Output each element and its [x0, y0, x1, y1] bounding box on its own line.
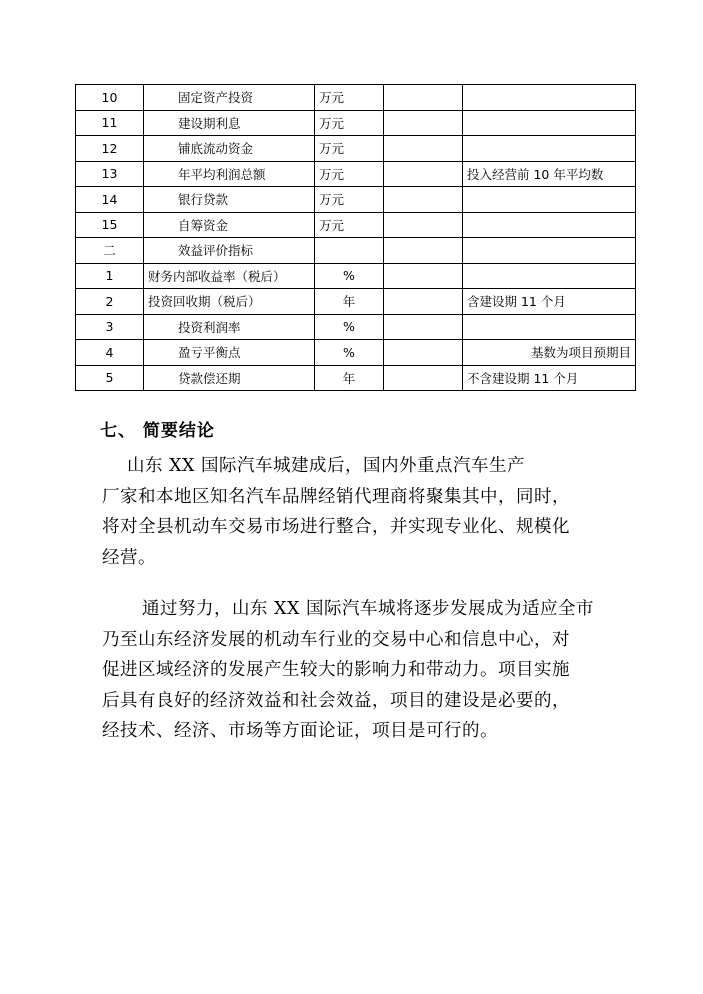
table-row — [76, 212, 636, 238]
row-number: 1 — [76, 263, 144, 289]
row-note — [463, 110, 636, 136]
row-unit: % — [315, 314, 384, 340]
paragraph-line: 经技术、经济、市场等方面论证，项目是可行的。 — [102, 721, 498, 741]
row-value — [384, 263, 463, 289]
row-note: 含建设期 11 个月 — [463, 289, 636, 315]
row-note: 不含建设期 11 个月 — [463, 365, 636, 391]
row-item-name: 年平均利润总额 — [144, 161, 315, 187]
row-item-name: 自筹资金 — [144, 212, 315, 238]
table-row — [76, 85, 636, 111]
row-unit: 年 — [315, 289, 384, 315]
paragraph-line: 厂家和本地区知名汽车品牌经销代理商将聚集其中，同时， — [102, 486, 570, 507]
row-item-name: 投资回收期（税后） — [144, 289, 315, 315]
row-item-name: 铺底流动资金 — [144, 136, 315, 162]
row-value — [384, 365, 463, 391]
table-row — [76, 187, 636, 213]
indicator-table — [75, 84, 636, 391]
row-unit: 万元 — [315, 110, 384, 136]
conclusion-paragraph-1 — [102, 451, 622, 573]
table-row — [76, 340, 636, 366]
row-note — [463, 238, 636, 264]
row-unit — [315, 238, 384, 264]
row-item-name: 建设期利息 — [144, 110, 315, 136]
table-row — [76, 238, 636, 264]
row-number: 5 — [76, 365, 144, 391]
table-row — [76, 263, 636, 289]
row-note — [463, 85, 636, 111]
row-value — [384, 110, 463, 136]
row-note: 投入经营前 10 年平均数 — [463, 161, 636, 187]
table-row — [76, 289, 636, 315]
row-unit: 万元 — [315, 161, 384, 187]
row-value — [384, 340, 463, 366]
row-value — [384, 238, 463, 264]
row-number: 13 — [76, 161, 144, 187]
row-note — [463, 263, 636, 289]
row-unit: 万元 — [315, 85, 384, 111]
row-number: 4 — [76, 340, 144, 366]
conclusion-paragraph-2 — [102, 594, 622, 747]
row-value — [384, 212, 463, 238]
table-row — [76, 110, 636, 136]
row-value — [384, 136, 463, 162]
row-note — [463, 314, 636, 340]
row-unit: 万元 — [315, 136, 384, 162]
paragraph-line: 促进区域经济的发展产生较大的影响力和带动力。项目实施 — [102, 660, 570, 680]
table-row — [76, 365, 636, 391]
paragraph-line: 后具有良好的经济效益和社会效益，项目的建设是必要的， — [102, 690, 570, 711]
paragraph-line: 将对全县机动车交易市场进行整合，并实现专业化、规模化 — [102, 517, 570, 537]
row-number: 12 — [76, 136, 144, 162]
indicator-table-container — [75, 84, 635, 391]
row-number: 2 — [76, 289, 144, 315]
row-number: 11 — [76, 110, 144, 136]
row-item-name: 效益评价指标 — [144, 238, 315, 264]
table-row — [76, 136, 636, 162]
paragraph-line: 山东 XX 国际汽车城建成后，国内外重点汽车生产 — [127, 456, 526, 476]
row-item-name: 财务内部收益率（税后） — [144, 263, 315, 289]
row-number: 15 — [76, 212, 144, 238]
row-item-name: 盈亏平衡点 — [144, 340, 315, 366]
row-item-name: 固定资产投资 — [144, 85, 315, 111]
row-value — [384, 187, 463, 213]
row-item-name: 贷款偿还期 — [144, 365, 315, 391]
table-row — [76, 314, 636, 340]
section-heading: 七、 简要结论 — [100, 421, 215, 441]
row-number: 14 — [76, 187, 144, 213]
row-unit: 年 — [315, 365, 384, 391]
row-value — [384, 161, 463, 187]
row-number: 3 — [76, 314, 144, 340]
paragraph-line: 经营。 — [102, 547, 156, 568]
row-item-name: 银行贷款 — [144, 187, 315, 213]
row-item-name: 投资利润率 — [144, 314, 315, 340]
row-value — [384, 85, 463, 111]
row-note: 基数为项目预期目 — [463, 340, 636, 366]
paragraph-line: 乃至山东经济发展的机动车行业的交易中心和信息中心，对 — [102, 629, 570, 650]
table-row — [76, 161, 636, 187]
row-note — [463, 212, 636, 238]
row-unit: 万元 — [315, 187, 384, 213]
row-unit: % — [315, 263, 384, 289]
row-value — [384, 314, 463, 340]
row-note — [463, 136, 636, 162]
row-note — [463, 187, 636, 213]
row-unit: % — [315, 340, 384, 366]
row-unit: 万元 — [315, 212, 384, 238]
paragraph-line: 通过努力，山东 XX 国际汽车城将逐步发展成为适应全市 — [142, 599, 595, 619]
row-number: 二 — [76, 238, 144, 264]
row-number: 10 — [76, 85, 144, 111]
row-value — [384, 289, 463, 315]
